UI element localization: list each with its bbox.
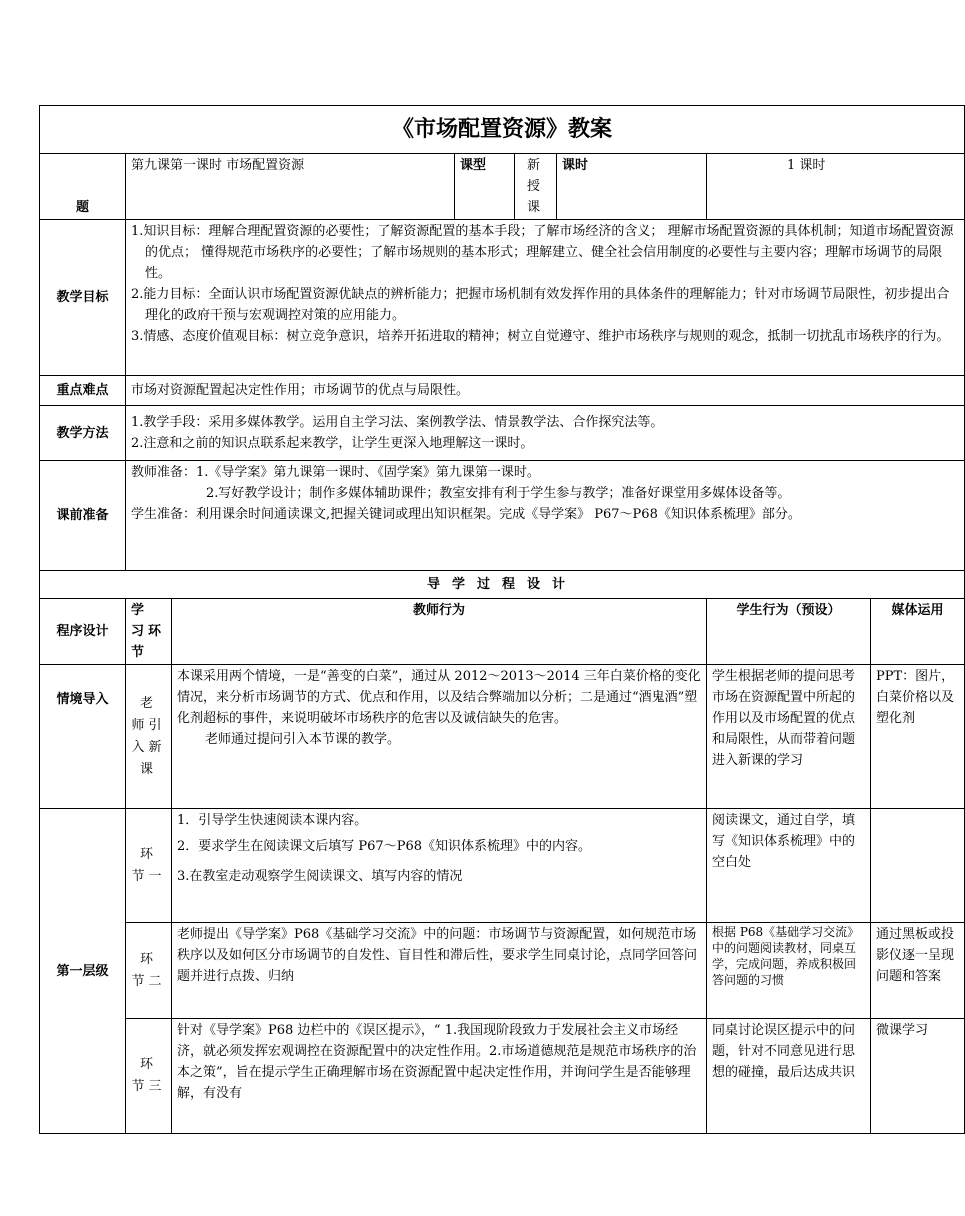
level1-media-1 bbox=[871, 809, 965, 923]
header-teacher: 教师行为 bbox=[172, 599, 707, 665]
level1-teacher-1-line-3: 3.在教室走动观察学生阅读课文、填写内容的情况 bbox=[177, 869, 463, 884]
level1-teacher-2 bbox=[172, 923, 707, 1019]
intro-stage: 老 师引 入新课 bbox=[126, 665, 172, 809]
level1-teacher-3-line-1: 针对《导学案》P68 边栏中的《误区提示》，“ 1.我国现阶段致力于发展社会主义市场经济，就必须发挥宏观调控在资源配置中的决定性作用。2.市场道德规范是规范市场秩序的治本之策”，旨在提示学生正确理解市场在资源配置中起决定性作用，并询问学生是否能够理解，有没有 bbox=[177, 1023, 697, 1101]
goals-label: 教学目标 bbox=[40, 220, 126, 376]
level1-media-3: 微课学习 bbox=[871, 1019, 965, 1134]
student-prep: 学生准备：利用课余时间通读课文,把握关键词或理出知识框架。完成《导学案》 P67～P68《知识体系梳理》部分。 bbox=[131, 507, 801, 522]
teacher-prep-1: 教师准备：1.《导学案》第九课第一课时、《固学案》第九课第一课时。 bbox=[131, 465, 540, 480]
methods-label: 教学方法 bbox=[40, 406, 126, 461]
hours-label: 课时 bbox=[557, 154, 707, 220]
level1-student-3: 同桌讨论误区提示中的问题，针对不同意见进行思想的碰撞，最后达成共识 bbox=[707, 1019, 871, 1134]
level1-media-2: 通过黑板或投影仪逐一呈现问题和答案 bbox=[871, 923, 965, 1019]
level1-teacher-1-line-1: 1．引导学生快速阅读本课内容。 bbox=[177, 813, 368, 828]
type-label: 课型 bbox=[455, 154, 515, 220]
lesson-plan-table bbox=[39, 105, 965, 1134]
goal-knowledge: 1.知识目标：理解合理配置资源的必要性；了解资源配置的基本手段；了解市场经济的含义； 理解市场配置资源的具体机制；知道市场配置资源的优点； 懂得规范市场秩序的必要性；了解市场规则的基本形式；理解建立、健全社会信用制度的必要性与主要内容；理解市场调节的局限性。 bbox=[131, 224, 954, 281]
level1-teacher-2-line-1: 老师提出《导学案》P68《基础学习交流》中的问题：市场调节与资源配置，如何规范市场秩序以及如何区分市场调节的自发性、盲目性和滞后性，要求学生同桌讨论，点同学回答问题并进行点拨、归纳 bbox=[177, 927, 698, 984]
key-points-text: 市场对资源配置起决定性作用；市场调节的优点与局限性。 bbox=[126, 376, 965, 406]
topic-value: 第九课第一课时 市场配置资源 bbox=[126, 154, 455, 220]
intro-program: 情境导入 bbox=[40, 665, 126, 809]
teacher-prep-2: 2.写好教学设计；制作多媒体辅助课件；教室安排有利于学生参与教学；准备好课堂用多媒体设备等。 bbox=[206, 486, 791, 501]
header-program: 程序设计 bbox=[40, 599, 126, 665]
method-item-2: 2.注意和之前的知识点联系起来教学，让学生更深入地理解这一课时。 bbox=[131, 436, 534, 451]
level1-stage-2: 环 节二 bbox=[126, 923, 172, 1019]
level1-stage-1: 环 节一 bbox=[126, 809, 172, 923]
level1-teacher-1 bbox=[172, 809, 707, 923]
goals-content bbox=[126, 220, 965, 376]
document-title: 《市场配置资源》教案 bbox=[40, 106, 965, 154]
level1-teacher-3 bbox=[172, 1019, 707, 1134]
level1-student-1: 阅读课文，通过自学，填写《知识体系梳理》中的空白处 bbox=[707, 809, 871, 923]
header-stage: 学 习环节 bbox=[126, 599, 172, 665]
header-media: 媒体运用 bbox=[871, 599, 965, 665]
method-item-1: 1.教学手段：采用多媒体教学。运用自主学习法、案例教学法、情景教学法、合作探究法等。 bbox=[131, 415, 664, 430]
prep-label: 课前准备 bbox=[40, 461, 126, 571]
intro-teacher bbox=[172, 665, 707, 809]
prep-content bbox=[126, 461, 965, 571]
intro-teacher-p1: 本课采用两个情境，一是“善变的白菜”，通过从 2012～2013～2014 三年白菜价格的变化情况，来分析市场调节的方式、优点和作用，以及结合弊端加以分析；二是通过“酒鬼酒”塑化剂超标的事件，来说明破坏市场秩序的危害以及诚信缺失的危害。 bbox=[177, 669, 701, 726]
intro-media: PPT：图片，白菜价格以及塑化剂 bbox=[871, 665, 965, 809]
header-student: 学生行为（预设） bbox=[707, 599, 871, 665]
goal-ability: 2.能力目标：全面认识市场配置资源优缺点的辨析能力；把握市场机制有效发挥作用的具体条件的理解能力；针对市场调节局限性，初步提出合理化的政府干预与宏观调控对策的应用能力。 bbox=[131, 287, 950, 323]
hours-value: 1 课时 bbox=[707, 154, 965, 220]
intro-student: 学生根据老师的提问思考市场在资源配置中所起的作用以及市场配置的优点和局限性，从而带着问题进入新课的学习 bbox=[707, 665, 871, 809]
level1-teacher-1-line-2: 2．要求学生在阅读课文后填写 P67～P68《知识体系梳理》中的内容。 bbox=[177, 839, 591, 854]
methods-content bbox=[126, 406, 965, 461]
level1-stage-3: 环 节三 bbox=[126, 1019, 172, 1134]
topic-label: 题 bbox=[40, 154, 126, 220]
type-value: 新授课 bbox=[515, 154, 557, 220]
process-section-title: 导学过程设计 bbox=[40, 571, 965, 599]
goal-attitude: 3.情感、态度价值观目标：树立竞争意识，培养开拓进取的精神；树立自觉遵守、维护市场秩序与规则的观念，抵制一切扰乱市场秩序的行为。 bbox=[131, 329, 950, 344]
intro-teacher-p2: 老师通过提问引入本节课的教学。 bbox=[205, 732, 401, 747]
key-points-label: 重点难点 bbox=[40, 376, 126, 406]
level1-student-2: 根据 P68《基础学习交流》中的问题阅读教材，同桌互学，完成问题，养成积极回答问题的习惯 bbox=[707, 923, 871, 1019]
level1-program: 第一层级 bbox=[40, 809, 126, 1134]
